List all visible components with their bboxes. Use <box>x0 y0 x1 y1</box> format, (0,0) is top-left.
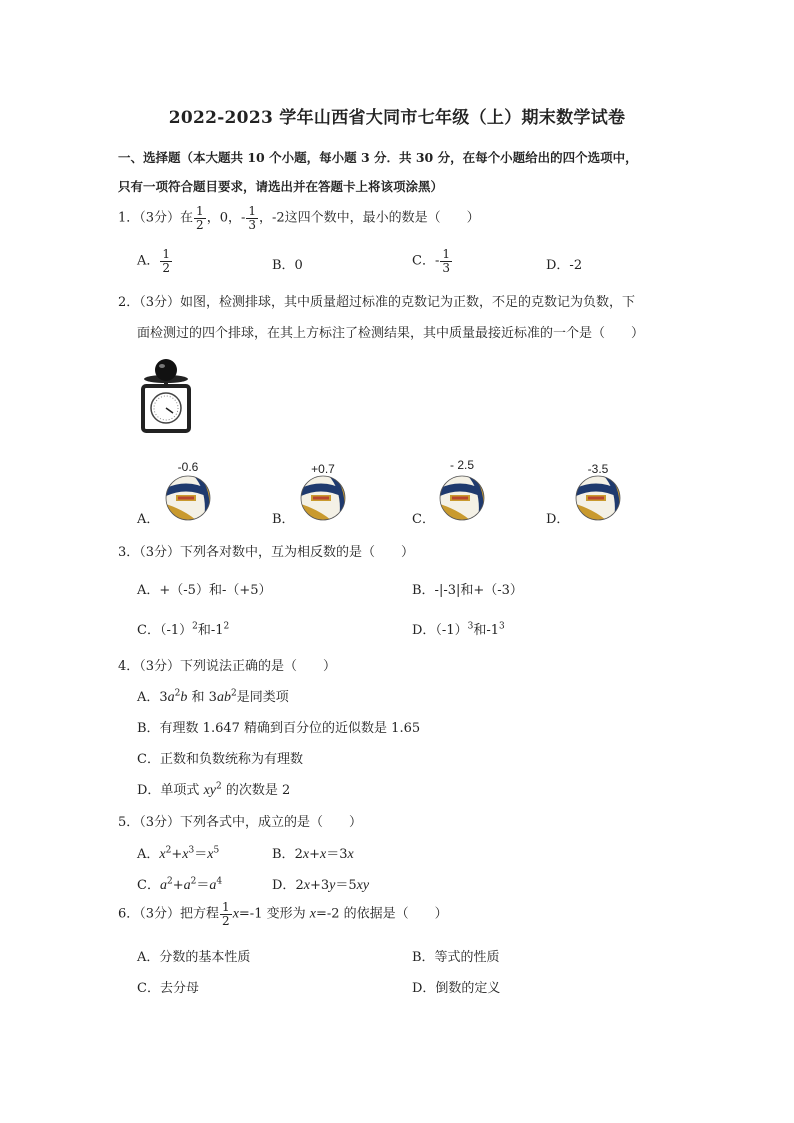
frac-numerator: 1 <box>162 247 171 261</box>
q6-option-d: D．倒数的定义 <box>412 981 501 996</box>
question-2-line1: 2．（3分）如图，检测排球，其中质量超过标准的克数记为正数，不足的克数记为负数，下 <box>118 295 636 310</box>
ball-measurement-value: -3.5 <box>587 462 609 476</box>
fraction-one-third <box>440 248 452 274</box>
q1-option-c <box>412 248 453 274</box>
exponent: 3 <box>499 621 505 632</box>
option-text: D．（-1） <box>412 623 468 638</box>
ball-measurement-value: - 2.5 <box>449 458 474 472</box>
option-label: D． <box>272 878 296 893</box>
ball-measurement-value: -0.6 <box>177 460 199 474</box>
q4-option-a: A．$3a^2b$ 和 $3ab^2$是同类项 <box>137 688 289 705</box>
option-label: C． <box>412 253 435 269</box>
section-heading-line2: 只有一项符合题目要求，请选出并在答题卡上将该项涂黑） <box>118 179 444 194</box>
q6-tail: =-2 的依据是（ ） <box>315 906 448 922</box>
volleyball-icon <box>438 474 486 522</box>
section-heading-line1: 一、选择题（本大题共 10 个小题，每小题 3 分．共 30 分，在每个小题给出的四个选项中， <box>118 150 638 165</box>
frac-denominator: 3 <box>442 260 450 275</box>
option-text: 和-1 <box>197 623 224 638</box>
frac-denominator: 2 <box>196 217 204 232</box>
q6-option-a: A．分数的基本性质 <box>137 950 251 965</box>
question-5-stem: 5．（3分）下列各式中，成立的是（ ） <box>118 815 363 830</box>
ball-highlight <box>159 364 165 368</box>
q2-option-label: B． <box>272 512 295 527</box>
q1-option-d: D．-2 <box>546 258 583 273</box>
option-label: B． <box>272 847 295 862</box>
option-text: 的次数是 2 <box>221 783 291 798</box>
q1-option-b: B．0 <box>272 258 303 273</box>
q6-middle: =-1 变形为 <box>238 906 310 922</box>
q2-option-label: D． <box>546 512 570 527</box>
q6-option-b: B．等式的性质 <box>412 950 500 965</box>
fraction-one-third <box>246 205 258 231</box>
volleyball-icon <box>299 474 347 522</box>
q2-option-label: C． <box>412 512 435 527</box>
frac-denominator: 2 <box>162 260 171 275</box>
option-text: C．（-1） <box>137 623 193 638</box>
exponent: 3 <box>467 621 474 632</box>
option-label: A． <box>137 847 160 862</box>
option-text: 是同类项 <box>236 690 289 705</box>
q1-zero: ，0， <box>206 210 241 226</box>
frac-denominator: 3 <box>248 217 257 232</box>
q5-option-a: A．$x^2+x^3=x^5$ <box>137 845 220 862</box>
q3-option-a: A．+（-5）和-（+5） <box>137 583 272 598</box>
frac-numerator: 1 <box>248 204 257 218</box>
volleyball-icon <box>574 474 622 522</box>
q3-option-b: B．-|-3|和+（-3） <box>412 583 523 598</box>
question-3-stem: 3．（3分）下列各对数中，互为相反数的是（ ） <box>118 545 415 560</box>
q3-option-d <box>412 619 505 638</box>
q2-option-label: A． <box>137 512 160 527</box>
question-2-line2: 面检测过的四个排球，在其上方标注了检测结果，其中质量最接近标准的一个是（ ） <box>137 326 645 341</box>
page-title: 2022-2023 学年山西省大同市七年级（上）期末数学试卷 <box>168 108 626 128</box>
q5-option-c: C．$a^2+a^2=a^4$ <box>137 876 223 893</box>
frac-numerator: 1 <box>442 247 450 261</box>
q1-tail: ，-2这四个数中，最小的数是（ ） <box>259 210 480 226</box>
option-text: D．单项式 <box>137 783 204 798</box>
exponent: 2 <box>192 621 198 632</box>
question-4-stem: 4．（3分）下列说法正确的是（ ） <box>118 659 337 674</box>
frac-denominator: 2 <box>222 913 230 928</box>
weighing-scale-figure <box>136 357 196 435</box>
q4-option-c: C．正数和负数统称为有理数 <box>137 752 303 767</box>
fraction-one-half <box>220 901 232 927</box>
q6-prefix: 6．（3分）把方程 <box>118 906 220 922</box>
fraction-one-half <box>160 248 172 274</box>
option-label: A． <box>137 253 160 269</box>
option-text: 和 3 <box>187 690 217 705</box>
frac-numerator: 1 <box>222 900 230 914</box>
frac-numerator: 1 <box>196 204 204 218</box>
q5-option-b: B．2x+x＝3x <box>272 847 354 862</box>
question-6-stem: 6．（3分）把方程 $\frac{1}{2}$ x=-1 变形为 x=-2 的依据是（ ） <box>118 900 448 928</box>
q4-option-d: D．单项式 $xy^2$ 的次数是 2 <box>137 781 291 798</box>
minus-sign: - <box>434 253 440 269</box>
minus-sign: - <box>240 210 246 226</box>
ball-measurement-value: +0.7 <box>311 462 335 476</box>
q6-option-c: C．去分母 <box>137 981 199 996</box>
q5-option-d: D．2x+3y＝5xy <box>272 878 370 893</box>
option-label: C． <box>137 878 160 893</box>
option-text: 和-1 <box>473 623 499 638</box>
question-1-stem <box>118 205 480 231</box>
q1-option-a <box>137 248 173 274</box>
q3-option-c <box>137 619 229 638</box>
exponent: 2 <box>223 621 230 632</box>
fraction-one-half <box>194 205 206 231</box>
q1-prefix: 1．（3分）在 <box>118 210 194 226</box>
ball-on-scale <box>155 359 177 381</box>
q4-option-b: B．有理数 1.647 精确到百分位的近似数是 1.65 <box>137 721 421 736</box>
volleyball-icon <box>164 474 212 522</box>
option-text: A．3 <box>137 690 168 705</box>
